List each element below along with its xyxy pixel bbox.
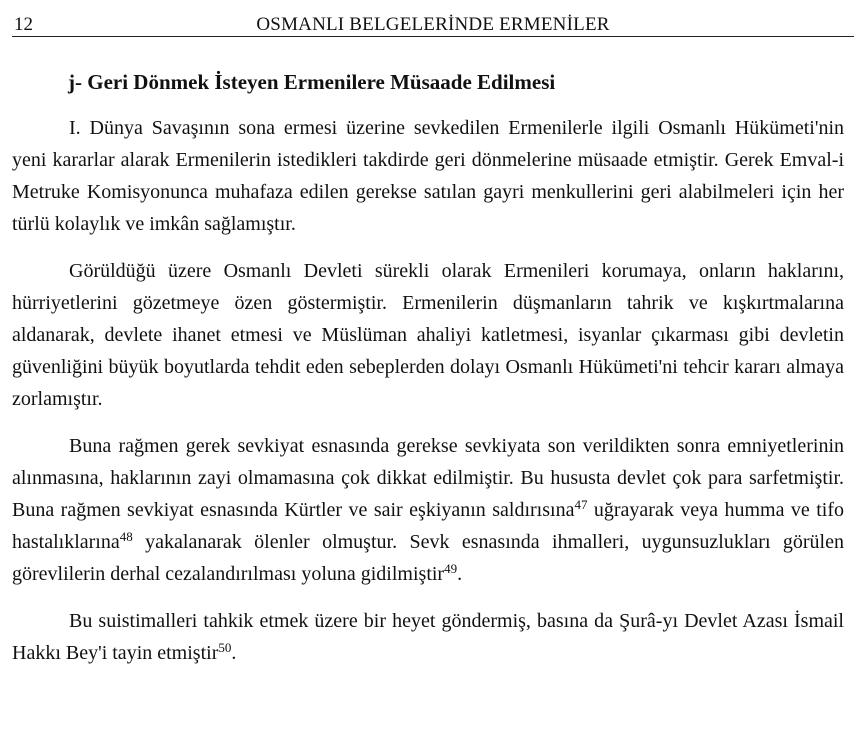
paragraph-4-text-a: Bu suistimalleri tahkik etmek üzere bir heyet göndermiş, basına da Şurâ-yı Devlet Azası İsmail Hakkı Bey'i tayin etmiştir <box>12 610 844 664</box>
footnote-ref-49: 49 <box>444 561 458 576</box>
paragraph-3 <box>12 430 844 590</box>
paragraph-3-text-d: . <box>457 563 463 585</box>
running-title: OSMANLI BELGELERİNDE ERMENİLER <box>256 14 610 35</box>
body-text <box>12 112 844 669</box>
paragraph-3-text-c: yakalanarak ölenler olmuştur. Sevk esnasında ihmalleri, uygunsuzlukları görülen görevlilerin derhal cezalandırılması yoluna gidilmiştir <box>12 531 844 585</box>
paragraph-3-text-b: uğrayarak veya humma ve tifo hastalıklarına <box>12 499 844 553</box>
footnote-ref-50: 50 <box>218 640 232 655</box>
paragraph-1: I. Dünya Savaşının sona ermesi üzerine sevkedilen Ermenilerle ilgili Osmanlı Hükümeti'nin yeni kararlar alarak Ermenilerin istedikleri takdirde geri dönmelerine müsaade etmiştir. Gerek Emval-i Metruke Komisyonunca muhafaza edilen gerekse satılan gayri menkullerini geri alabilmeleri için her türlü kolaylık ve imkân sağlamıştır. <box>12 117 844 235</box>
page-number: 12 <box>14 14 33 35</box>
paragraph-4-text-b: . <box>231 642 237 664</box>
paragraph-3-text-a: Buna rağmen gerek sevkiyat esnasında gerekse sevkiyata son verildikten sonra emniyetlerinin alınmasına, haklarının zayi olmamasına çok dikkat edilmiştir. Bu hususta devlet çok para sarfetmiştir. Buna rağmen sevkiyat esnasında Kürtler ve sair eşkiyanın saldırısına <box>12 435 844 521</box>
section-heading: j- Geri Dönmek İsteyen Ermenilere Müsaade Edilmesi <box>68 70 556 94</box>
paragraph-4 <box>12 605 844 669</box>
footnote-ref-48: 48 <box>119 529 133 544</box>
footnote-ref-47: 47 <box>574 497 588 512</box>
paragraph-2: Görüldüğü üzere Osmanlı Devleti sürekli olarak Ermenileri korumaya, onların haklarını, hürriyetlerini gözetmeye özen göstermiştir. Ermenilerin düşmanların tahrik ve kışkırtmalarına aldanarak, devlete ihanet etmesi ve Müslüman ahaliyi katletmesi, isyanlar çıkarması gibi devletin güvenliğini büyük boyutlarda tehdit eden sebeplerden dolayı Osmanlı Hükümeti'ni tehcir kararı almaya zorlamıştır. <box>12 260 844 410</box>
page-header <box>12 10 854 37</box>
